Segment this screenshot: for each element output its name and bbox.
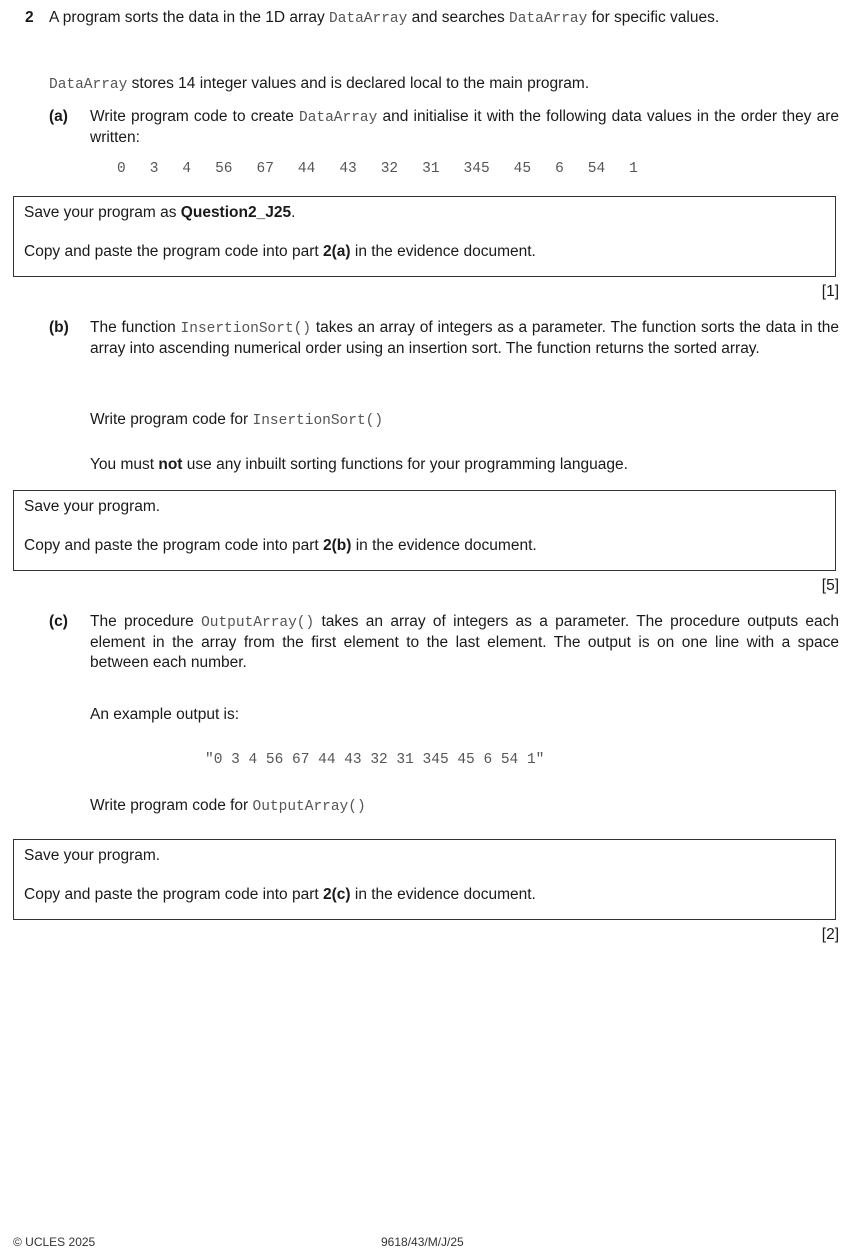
declaration-text: stores 14 integer values and is declared local to the main program. — [127, 75, 590, 92]
write-text: Write program code for — [90, 411, 253, 428]
intro-text-mid: and searches — [407, 9, 510, 26]
data-value: 45 — [513, 161, 532, 177]
part-b-marks: [5] — [821, 577, 839, 594]
part-a-text-post: and initialise it with the following data values in the order they are written: — [90, 108, 839, 146]
intro-text-post: for specific values. — [587, 9, 720, 26]
part-b-write-instruction — [90, 410, 839, 431]
box-line — [24, 885, 825, 905]
data-value: 1 — [629, 161, 638, 177]
part-c-text — [90, 612, 839, 673]
data-value: 3 — [149, 161, 159, 177]
part-c-text-pre: The procedure — [90, 613, 202, 630]
data-value: 31 — [422, 161, 440, 177]
data-value: 0 — [117, 161, 126, 177]
part-c-text-post: takes an array of integers as a parameter. The procedure outputs each element in the array from the first element to the last element. The output is on one line with a space between each number. — [90, 613, 839, 671]
part-a-text-pre: Write program code to create — [90, 108, 299, 125]
question-number: 2 — [25, 9, 34, 26]
footer-paper-code: 9618/43/M/J/25 — [381, 1235, 464, 1249]
data-value: 345 — [463, 161, 490, 177]
data-value: 43 — [339, 161, 357, 177]
part-c-label: (c) — [49, 613, 68, 630]
part-b-text-pre: The function — [90, 319, 181, 336]
data-value: 67 — [256, 161, 274, 177]
box-text: in the evidence document. — [350, 886, 536, 903]
part-b-text-post: takes an array of integers as a parameter. The function sorts the data in the array into ascending numerical order using an insertion sort. The function returns the sorted array. — [90, 319, 840, 357]
box-text: Save your program as — [24, 204, 181, 221]
box-line — [24, 242, 825, 262]
box-text: in the evidence document. — [350, 243, 536, 260]
write-text: Write program code for — [90, 797, 253, 814]
box-text: in the evidence document. — [351, 537, 537, 554]
box-line — [24, 536, 825, 556]
part-c-write-instruction — [90, 796, 839, 817]
part-b-text — [90, 318, 839, 359]
box-line: Save your program. — [24, 498, 161, 515]
function-name: InsertionSort() — [252, 413, 384, 429]
part-ref: 2(a) — [323, 243, 351, 260]
array-declaration-text — [49, 74, 589, 95]
data-values-row — [117, 159, 662, 179]
data-value: 6 — [555, 161, 564, 177]
part-a-marks: [1] — [821, 283, 839, 300]
restriction-text: You must — [90, 456, 159, 473]
example-output: "0 3 4 56 67 44 43 32 31 345 45 6 54 1" — [205, 752, 545, 768]
footer-copyright: © UCLES 2025 — [13, 1235, 96, 1249]
part-c-instruction-box — [13, 839, 836, 920]
part-a-instruction-box — [13, 196, 836, 277]
array-name: DataArray — [509, 11, 588, 27]
array-name: DataArray — [299, 110, 378, 126]
part-c-marks: [2] — [821, 926, 839, 943]
box-text: . — [291, 204, 296, 221]
part-b-restriction — [90, 455, 839, 475]
data-value: 4 — [182, 161, 192, 177]
box-line: Save your program. — [24, 847, 161, 864]
array-name: DataArray — [329, 11, 408, 27]
procedure-name: OutputArray() — [252, 799, 366, 815]
data-value: 44 — [297, 161, 316, 177]
part-b-instruction-box — [13, 490, 836, 571]
function-name: InsertionSort() — [180, 321, 312, 337]
intro-text: A program sorts the data in the 1D array — [49, 9, 329, 26]
data-value: 32 — [380, 161, 399, 177]
emphasis: not — [158, 456, 183, 473]
box-text: Copy and paste the program code into part — [24, 243, 323, 260]
array-name: DataArray — [49, 77, 128, 93]
restriction-text: use any inbuilt sorting functions for your programming language. — [182, 456, 628, 473]
part-a-text — [90, 107, 839, 148]
part-ref: 2(b) — [323, 537, 352, 554]
question-intro — [49, 8, 839, 29]
part-a-label: (a) — [49, 108, 68, 125]
filename: Question2_J25 — [180, 204, 292, 221]
procedure-name: OutputArray() — [201, 615, 315, 631]
data-value: 54 — [587, 161, 606, 177]
example-intro: An example output is: — [90, 706, 240, 723]
box-text: Copy and paste the program code into part — [24, 886, 323, 903]
data-value: 56 — [215, 161, 233, 177]
box-line — [24, 203, 825, 223]
part-ref: 2(c) — [323, 886, 351, 903]
box-text: Copy and paste the program code into part — [24, 537, 323, 554]
part-b-label: (b) — [49, 319, 69, 336]
